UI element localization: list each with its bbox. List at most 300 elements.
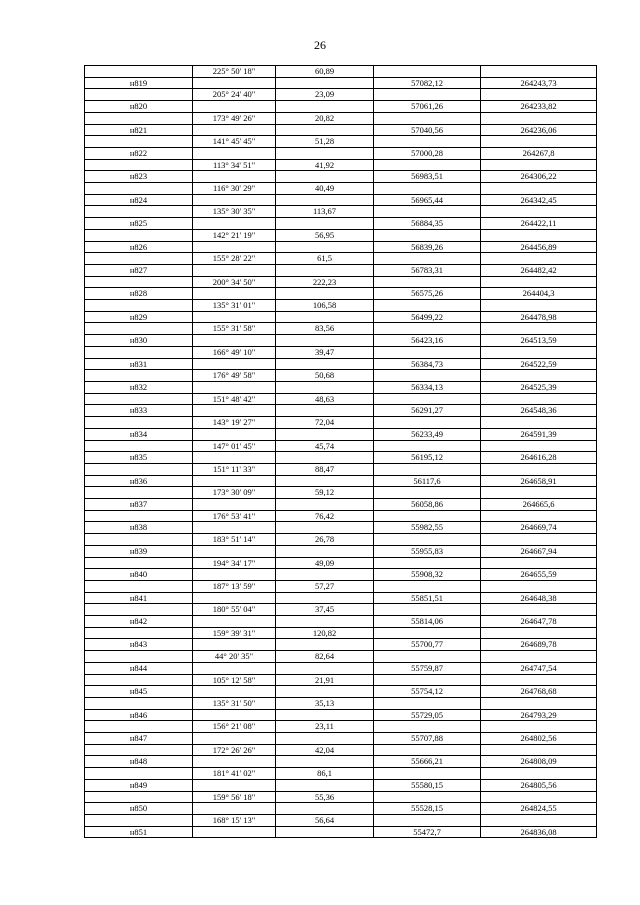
x-coordinate-cell: 56423,16 (374, 335, 481, 347)
point-name-cell: н832 (85, 381, 193, 393)
point-name-cell: н821 (85, 124, 193, 136)
point-row (85, 639, 597, 651)
direction-angle-cell: 183° 51' 14" (193, 534, 276, 546)
segment-row (85, 89, 597, 101)
y-coordinate-cell: 264233,82 (481, 101, 597, 113)
x-coordinate-cell: 57061,26 (374, 101, 481, 113)
blank-cell (374, 721, 481, 733)
segment-row (85, 463, 597, 475)
blank-cell (374, 674, 481, 686)
blank-cell (276, 147, 374, 159)
point-row (85, 733, 597, 745)
blank-cell (374, 323, 481, 335)
y-coordinate-cell: 264689,78 (481, 639, 597, 651)
blank-cell (374, 604, 481, 616)
segment-length-cell: 86,1 (276, 768, 374, 780)
segment-row (85, 346, 597, 358)
blank-cell (481, 487, 597, 499)
blank-cell (85, 417, 193, 429)
y-coordinate-cell: 264548,36 (481, 405, 597, 417)
point-row (85, 218, 597, 230)
point-row (85, 77, 597, 89)
blank-cell (481, 604, 597, 616)
blank-cell (481, 393, 597, 405)
blank-cell (374, 487, 481, 499)
y-coordinate-cell: 264482,42 (481, 264, 597, 276)
segment-row (85, 112, 597, 124)
point-name-cell: н836 (85, 475, 193, 487)
x-coordinate-cell: 56384,73 (374, 358, 481, 370)
point-row (85, 826, 597, 838)
point-name-cell: н830 (85, 335, 193, 347)
segment-length-cell: 60,89 (276, 66, 374, 78)
blank-cell (276, 428, 374, 440)
segment-row (85, 440, 597, 452)
y-coordinate-cell: 264616,28 (481, 452, 597, 464)
point-row (85, 499, 597, 511)
direction-angle-cell: 156° 21' 08" (193, 721, 276, 733)
segment-row (85, 651, 597, 663)
segment-length-cell: 42,04 (276, 744, 374, 756)
blank-cell (276, 101, 374, 113)
blank-cell (481, 744, 597, 756)
direction-angle-cell: 173° 30' 09" (193, 487, 276, 499)
segment-length-cell: 56,95 (276, 229, 374, 241)
segment-row (85, 229, 597, 241)
blank-cell (481, 136, 597, 148)
point-name-cell: н850 (85, 803, 193, 815)
blank-cell (481, 815, 597, 827)
point-row (85, 241, 597, 253)
x-coordinate-cell: 56499,22 (374, 311, 481, 323)
direction-angle-cell: 181° 41' 02" (193, 768, 276, 780)
blank-cell (85, 206, 193, 218)
direction-angle-cell: 172° 26' 26" (193, 744, 276, 756)
blank-cell (85, 510, 193, 522)
point-row (85, 124, 597, 136)
direction-angle-cell: 200° 34' 50" (193, 276, 276, 288)
direction-angle-cell: 166° 49' 10" (193, 346, 276, 358)
blank-cell (481, 627, 597, 639)
point-row (85, 756, 597, 768)
blank-cell (85, 487, 193, 499)
x-coordinate-cell: 56884,35 (374, 218, 481, 230)
blank-cell (374, 89, 481, 101)
y-coordinate-cell: 264667,94 (481, 545, 597, 557)
y-coordinate-cell: 264747,54 (481, 662, 597, 674)
blank-cell (481, 346, 597, 358)
blank-cell (374, 768, 481, 780)
blank-cell (374, 744, 481, 756)
x-coordinate-cell: 55851,51 (374, 592, 481, 604)
blank-cell (374, 136, 481, 148)
blank-cell (481, 463, 597, 475)
blank-cell (276, 545, 374, 557)
point-row (85, 592, 597, 604)
blank-cell (85, 323, 193, 335)
blank-cell (276, 756, 374, 768)
direction-angle-cell: 225° 50' 18" (193, 66, 276, 78)
y-coordinate-cell: 264306,22 (481, 171, 597, 183)
blank-cell (374, 463, 481, 475)
segment-length-cell: 113,67 (276, 206, 374, 218)
blank-cell (481, 510, 597, 522)
blank-cell (85, 346, 193, 358)
y-coordinate-cell: 264658,91 (481, 475, 597, 487)
direction-angle-cell: 176° 53' 41" (193, 510, 276, 522)
point-row (85, 616, 597, 628)
blank-cell (481, 370, 597, 382)
x-coordinate-cell: 55580,15 (374, 779, 481, 791)
blank-cell (85, 674, 193, 686)
blank-cell (481, 89, 597, 101)
point-name-cell: н846 (85, 709, 193, 721)
blank-cell (276, 826, 374, 838)
segment-length-cell: 37,45 (276, 604, 374, 616)
x-coordinate-cell: 56334,13 (374, 381, 481, 393)
blank-cell (276, 194, 374, 206)
x-coordinate-cell: 55754,12 (374, 686, 481, 698)
direction-angle-cell: 159° 39' 31" (193, 627, 276, 639)
blank-cell (374, 627, 481, 639)
blank-cell (481, 300, 597, 312)
segment-row (85, 674, 597, 686)
point-name-cell: н847 (85, 733, 193, 745)
blank-cell (193, 522, 276, 534)
y-coordinate-cell: 264456,89 (481, 241, 597, 253)
blank-cell (481, 206, 597, 218)
segment-length-cell: 20,82 (276, 112, 374, 124)
y-coordinate-cell: 264525,39 (481, 381, 597, 393)
direction-angle-cell: 151° 11' 33" (193, 463, 276, 475)
blank-cell (193, 124, 276, 136)
point-row (85, 405, 597, 417)
point-row (85, 522, 597, 534)
blank-cell (85, 534, 193, 546)
point-row (85, 452, 597, 464)
segment-length-cell: 45,74 (276, 440, 374, 452)
segment-length-cell: 83,56 (276, 323, 374, 335)
blank-cell (193, 264, 276, 276)
segment-row (85, 744, 597, 756)
x-coordinate-cell: 55759,87 (374, 662, 481, 674)
blank-cell (276, 733, 374, 745)
blank-cell (193, 428, 276, 440)
page-number: 26 (314, 38, 326, 52)
point-name-cell: н841 (85, 592, 193, 604)
x-coordinate-cell: 55528,15 (374, 803, 481, 815)
blank-cell (85, 627, 193, 639)
direction-angle-cell: 135° 31' 01" (193, 300, 276, 312)
blank-cell (85, 791, 193, 803)
point-name-cell: н823 (85, 171, 193, 183)
x-coordinate-cell: 57082,12 (374, 77, 481, 89)
x-coordinate-cell: 56783,31 (374, 264, 481, 276)
direction-angle-cell: 205° 24' 40" (193, 89, 276, 101)
direction-angle-cell: 143° 19' 27" (193, 417, 276, 429)
blank-cell (481, 66, 597, 78)
blank-cell (193, 616, 276, 628)
segment-length-cell: 59,12 (276, 487, 374, 499)
blank-cell (85, 229, 193, 241)
point-row (85, 569, 597, 581)
segment-row (85, 815, 597, 827)
y-coordinate-cell: 264267,8 (481, 147, 597, 159)
blank-cell (481, 183, 597, 195)
blank-cell (276, 452, 374, 464)
blank-cell (276, 499, 374, 511)
blank-cell (481, 417, 597, 429)
direction-angle-cell: 194° 34' 17" (193, 557, 276, 569)
segment-row (85, 136, 597, 148)
blank-cell (276, 358, 374, 370)
blank-cell (85, 183, 193, 195)
blank-cell (276, 616, 374, 628)
segment-length-cell: 88,47 (276, 463, 374, 475)
direction-angle-cell: 155° 28' 22" (193, 253, 276, 265)
point-name-cell: н844 (85, 662, 193, 674)
point-name-cell: н820 (85, 101, 193, 113)
blank-cell (374, 253, 481, 265)
x-coordinate-cell: 56195,12 (374, 452, 481, 464)
point-row (85, 311, 597, 323)
blank-cell (374, 651, 481, 663)
blank-cell (85, 253, 193, 265)
y-coordinate-cell: 264805,56 (481, 779, 597, 791)
y-coordinate-cell: 264342,45 (481, 194, 597, 206)
x-coordinate-cell: 56117,6 (374, 475, 481, 487)
direction-angle-cell: 44° 20' 35" (193, 651, 276, 663)
segment-length-cell: 49,09 (276, 557, 374, 569)
blank-cell (374, 393, 481, 405)
point-row (85, 101, 597, 113)
direction-angle-cell: 187° 13' 59" (193, 580, 276, 592)
y-coordinate-cell: 264236,06 (481, 124, 597, 136)
segment-length-cell: 106,58 (276, 300, 374, 312)
point-name-cell: н837 (85, 499, 193, 511)
x-coordinate-cell: 55982,55 (374, 522, 481, 534)
segment-length-cell: 41,92 (276, 159, 374, 171)
blank-cell (85, 112, 193, 124)
y-coordinate-cell: 264591,39 (481, 428, 597, 440)
blank-cell (481, 697, 597, 709)
segment-row (85, 370, 597, 382)
x-coordinate-cell: 57040,56 (374, 124, 481, 136)
blank-cell (276, 639, 374, 651)
blank-cell (276, 522, 374, 534)
blank-cell (374, 112, 481, 124)
blank-cell (276, 475, 374, 487)
blank-cell (85, 276, 193, 288)
x-coordinate-cell: 56575,26 (374, 288, 481, 300)
blank-cell (193, 779, 276, 791)
y-coordinate-cell: 264665,6 (481, 499, 597, 511)
point-name-cell: н827 (85, 264, 193, 276)
point-row (85, 264, 597, 276)
x-coordinate-cell: 55472,7 (374, 826, 481, 838)
blank-cell (193, 77, 276, 89)
segment-row (85, 791, 597, 803)
blank-cell (374, 229, 481, 241)
blank-cell (193, 826, 276, 838)
segment-row (85, 580, 597, 592)
blank-cell (481, 229, 597, 241)
blank-cell (374, 510, 481, 522)
blank-cell (276, 124, 374, 136)
blank-cell (193, 241, 276, 253)
x-coordinate-cell: 55955,83 (374, 545, 481, 557)
blank-cell (374, 300, 481, 312)
blank-cell (193, 311, 276, 323)
y-coordinate-cell: 264404,3 (481, 288, 597, 300)
blank-cell (374, 66, 481, 78)
y-coordinate-cell: 264802,56 (481, 733, 597, 745)
blank-cell (374, 580, 481, 592)
blank-cell (374, 276, 481, 288)
segment-row (85, 510, 597, 522)
blank-cell (276, 171, 374, 183)
blank-cell (374, 183, 481, 195)
segment-length-cell: 56,64 (276, 815, 374, 827)
blank-cell (374, 370, 481, 382)
blank-cell (481, 651, 597, 663)
y-coordinate-cell: 264669,74 (481, 522, 597, 534)
blank-cell (374, 557, 481, 569)
blank-cell (276, 288, 374, 300)
segment-row (85, 276, 597, 288)
blank-cell (481, 557, 597, 569)
blank-cell (85, 89, 193, 101)
blank-cell (85, 604, 193, 616)
blank-cell (481, 534, 597, 546)
point-name-cell: н822 (85, 147, 193, 159)
blank-cell (85, 159, 193, 171)
blank-cell (193, 194, 276, 206)
point-row (85, 803, 597, 815)
blank-cell (276, 662, 374, 674)
segment-length-cell: 51,28 (276, 136, 374, 148)
y-coordinate-cell: 264808,09 (481, 756, 597, 768)
blank-cell (276, 803, 374, 815)
segment-length-cell: 23,11 (276, 721, 374, 733)
blank-cell (481, 276, 597, 288)
point-name-cell: н833 (85, 405, 193, 417)
direction-angle-cell: 180° 55' 04" (193, 604, 276, 616)
segment-length-cell: 72,04 (276, 417, 374, 429)
blank-cell (276, 405, 374, 417)
y-coordinate-cell: 264836,08 (481, 826, 597, 838)
blank-cell (193, 452, 276, 464)
blank-cell (193, 147, 276, 159)
blank-cell (276, 569, 374, 581)
segment-row (85, 323, 597, 335)
blank-cell (276, 592, 374, 604)
point-name-cell: н819 (85, 77, 193, 89)
point-row (85, 171, 597, 183)
point-name-cell: н840 (85, 569, 193, 581)
blank-cell (193, 499, 276, 511)
point-name-cell: н831 (85, 358, 193, 370)
point-row (85, 686, 597, 698)
segment-row (85, 66, 597, 78)
x-coordinate-cell: 57000,28 (374, 147, 481, 159)
blank-cell (374, 815, 481, 827)
blank-cell (85, 744, 193, 756)
x-coordinate-cell: 56058,86 (374, 499, 481, 511)
point-row (85, 779, 597, 791)
blank-cell (374, 791, 481, 803)
point-name-cell: н829 (85, 311, 193, 323)
segment-length-cell: 23,09 (276, 89, 374, 101)
point-name-cell: н834 (85, 428, 193, 440)
segment-row (85, 393, 597, 405)
y-coordinate-cell: 264422,11 (481, 218, 597, 230)
segment-row (85, 721, 597, 733)
blank-cell (193, 171, 276, 183)
segment-row (85, 417, 597, 429)
blank-cell (193, 288, 276, 300)
point-name-cell: н842 (85, 616, 193, 628)
blank-cell (193, 803, 276, 815)
y-coordinate-cell: 264243,73 (481, 77, 597, 89)
segment-length-cell: 61,5 (276, 253, 374, 265)
segment-length-cell: 82,64 (276, 651, 374, 663)
x-coordinate-cell: 55666,21 (374, 756, 481, 768)
y-coordinate-cell: 264824,55 (481, 803, 597, 815)
blank-cell (85, 580, 193, 592)
segment-length-cell: 57,27 (276, 580, 374, 592)
blank-cell (85, 815, 193, 827)
y-coordinate-cell: 264793,29 (481, 709, 597, 721)
point-row (85, 709, 597, 721)
blank-cell (276, 218, 374, 230)
blank-cell (276, 335, 374, 347)
point-row (85, 288, 597, 300)
blank-cell (85, 463, 193, 475)
x-coordinate-cell: 55814,06 (374, 616, 481, 628)
direction-angle-cell: 141° 45' 45" (193, 136, 276, 148)
x-coordinate-cell: 56965,44 (374, 194, 481, 206)
point-name-cell: н835 (85, 452, 193, 464)
segment-length-cell: 55,36 (276, 791, 374, 803)
blank-cell (85, 393, 193, 405)
direction-angle-cell: 113° 34' 51" (193, 159, 276, 171)
blank-cell (193, 475, 276, 487)
segment-row (85, 183, 597, 195)
segment-row (85, 159, 597, 171)
blank-cell (374, 417, 481, 429)
blank-cell (374, 346, 481, 358)
blank-cell (85, 300, 193, 312)
segment-row (85, 627, 597, 639)
blank-cell (276, 264, 374, 276)
segment-row (85, 534, 597, 546)
direction-angle-cell: 176° 49' 58" (193, 370, 276, 382)
direction-angle-cell: 105° 12' 58" (193, 674, 276, 686)
blank-cell (85, 697, 193, 709)
blank-cell (481, 159, 597, 171)
blank-cell (193, 639, 276, 651)
x-coordinate-cell: 56983,51 (374, 171, 481, 183)
direction-angle-cell: 173° 49' 26" (193, 112, 276, 124)
blank-cell (85, 557, 193, 569)
blank-cell (85, 440, 193, 452)
point-row (85, 428, 597, 440)
blank-cell (85, 651, 193, 663)
x-coordinate-cell: 56233,49 (374, 428, 481, 440)
blank-cell (481, 721, 597, 733)
segment-row (85, 768, 597, 780)
